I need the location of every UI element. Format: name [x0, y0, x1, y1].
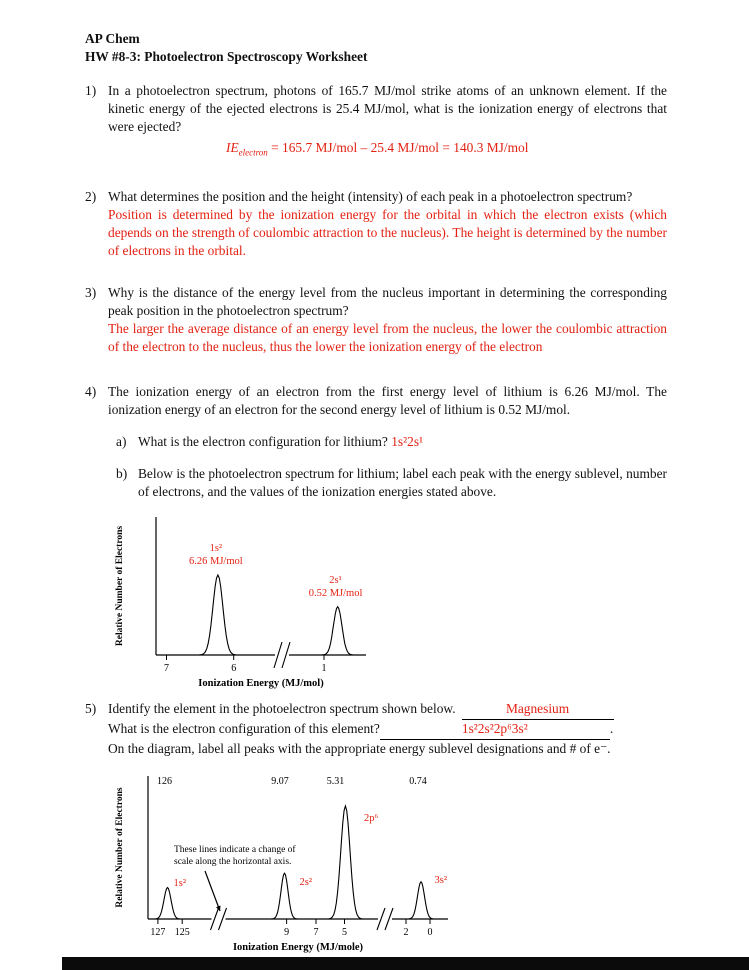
config-answer: 1s²2s²2p⁶3s²: [461, 720, 528, 736]
svg-text:Ionization Energy (MJ/mol): Ionization Energy (MJ/mol): [198, 677, 324, 689]
svg-text:scale along the horizontal axi: scale along the horizontal axis.: [174, 856, 292, 867]
question-2-number: 2): [85, 188, 97, 204]
svg-text:9: 9: [284, 926, 290, 938]
lithium-spectrum-chart: [108, 507, 667, 696]
svg-text:127: 127: [150, 926, 166, 938]
question-4a-text: [138, 433, 423, 451]
svg-text:These lines indicate a change: These lines indicate a change of: [174, 844, 296, 855]
question-3: [85, 284, 667, 356]
svg-text:7: 7: [313, 926, 319, 938]
question-5-prompt-element: Identify the element in the photoelectron spectrum shown below.: [108, 700, 456, 716]
config-answer-blank: [380, 720, 610, 740]
question-5-line2-period: .: [609, 720, 614, 736]
question-2: [85, 188, 667, 260]
question-5-prompt-config: What is the electron configuration of this element?: [108, 720, 380, 736]
svg-text:125: 125: [174, 926, 190, 938]
lithium-spectrum-svg: [108, 507, 378, 691]
svg-text:1s²: 1s²: [173, 877, 186, 889]
question-3-answer: The larger the average distance of an energy level from the nucleus, the lower the coulombic attraction of the electron to the nucleus, thus the lower the ionization energy of the electron: [108, 320, 667, 354]
svg-text:0.74: 0.74: [409, 775, 427, 787]
svg-text:1: 1: [321, 662, 327, 674]
question-5-number: 5): [85, 700, 97, 716]
svg-text:Ionization Energy (MJ/mole): Ionization Energy (MJ/mole): [232, 941, 364, 953]
question-1-text: In a photoelectron spectrum, photons of 165.7 MJ/mol strike atoms of an unknown element. If the kinetic energy of the ejected electrons is 25.4 MJ/mol, what is the ionization energy of electrons that were ejected?: [108, 83, 667, 134]
question-4b: [108, 465, 667, 501]
svg-text:2p⁶: 2p⁶: [364, 812, 379, 824]
question-4a-answer: 1s²2s¹: [391, 433, 424, 449]
answer-ie-equation: = 165.7 MJ/mol – 25.4 MJ/mol = 140.3 MJ/mol: [267, 140, 529, 155]
worksheet-title: HW #8-3: Photoelectron Spectroscopy Worksheet: [85, 49, 368, 64]
svg-text:126: 126: [157, 775, 172, 787]
svg-text:2s¹: 2s¹: [329, 574, 342, 586]
answer-ie-symbol: IE: [226, 140, 239, 155]
element-answer: Magnesium: [505, 700, 570, 716]
question-5: [85, 700, 667, 963]
svg-text:7: 7: [164, 662, 169, 674]
svg-text:1s²: 1s²: [209, 542, 223, 554]
question-3-text: Why is the distance of the energy level from the nucleus important in determining the corresponding peak position in the photoelectron spectrum?: [108, 284, 667, 318]
svg-text:2s²: 2s²: [299, 876, 312, 888]
question-4a-number: a): [116, 433, 127, 449]
element-answer-blank: [462, 700, 614, 720]
course-title: AP Chem: [85, 31, 140, 46]
question-4: [85, 383, 667, 696]
magnesium-spectrum-svg: [108, 764, 468, 958]
svg-text:5: 5: [342, 926, 347, 938]
question-1-number: 1): [85, 83, 97, 98]
question-4a-prompt: What is the electron configuration for lithium?: [138, 433, 392, 449]
question-3-number: 3): [85, 284, 97, 300]
question-2-text: What determines the position and the height (intensity) of each peak in a photoelectron spectrum?: [108, 188, 633, 204]
question-4-number: 4): [85, 383, 97, 399]
magnesium-spectrum-chart: [108, 764, 667, 963]
question-5-line3: On the diagram, label all peaks with the appropriate energy sublevel designations and # of e⁻.: [108, 740, 611, 756]
question-4a: [108, 433, 667, 451]
svg-text:0: 0: [427, 926, 433, 938]
question-2-answer: Position is determined by the ionization energy for the orbital in which the electron exists (which depends on the strength of coulombic attraction to the nucleus). The height is determined by the number of electrons in the orbital.: [108, 206, 667, 258]
svg-text:6.26 MJ/mol: 6.26 MJ/mol: [189, 555, 243, 567]
question-1-answer: [226, 139, 667, 162]
question-1: [85, 82, 667, 162]
worksheet-header: [85, 30, 667, 66]
svg-text:5.31: 5.31: [326, 775, 345, 787]
svg-text:2: 2: [403, 926, 409, 938]
question-5-line1: [108, 700, 667, 720]
svg-text:Relative Number of Electrons: Relative Number of Electrons: [115, 787, 125, 908]
svg-text:3s²: 3s²: [434, 874, 447, 886]
svg-text:Relative Number of Electrons: Relative Number of Electrons: [115, 525, 125, 646]
answer-ie-subscript: electron: [238, 147, 268, 158]
svg-text:9.07: 9.07: [271, 775, 289, 787]
question-4b-text: Below is the photoelectron spectrum for lithium; label each peak with the energy sublevel, number of electrons, and the values of the ionization energies stated above.: [138, 465, 667, 499]
svg-text:6: 6: [231, 662, 237, 674]
svg-text:0.52 MJ/mol: 0.52 MJ/mol: [308, 587, 363, 599]
scan-edge-artifact: [62, 957, 749, 970]
question-5-line2: [108, 720, 667, 740]
question-4b-number: b): [116, 465, 128, 481]
question-4-text: The ionization energy of an electron from the first energy level of lithium is 6.26 MJ/mol. The ionization energy of an electron for the second energy level of lithium is 0.52 MJ/mol.: [108, 383, 667, 417]
